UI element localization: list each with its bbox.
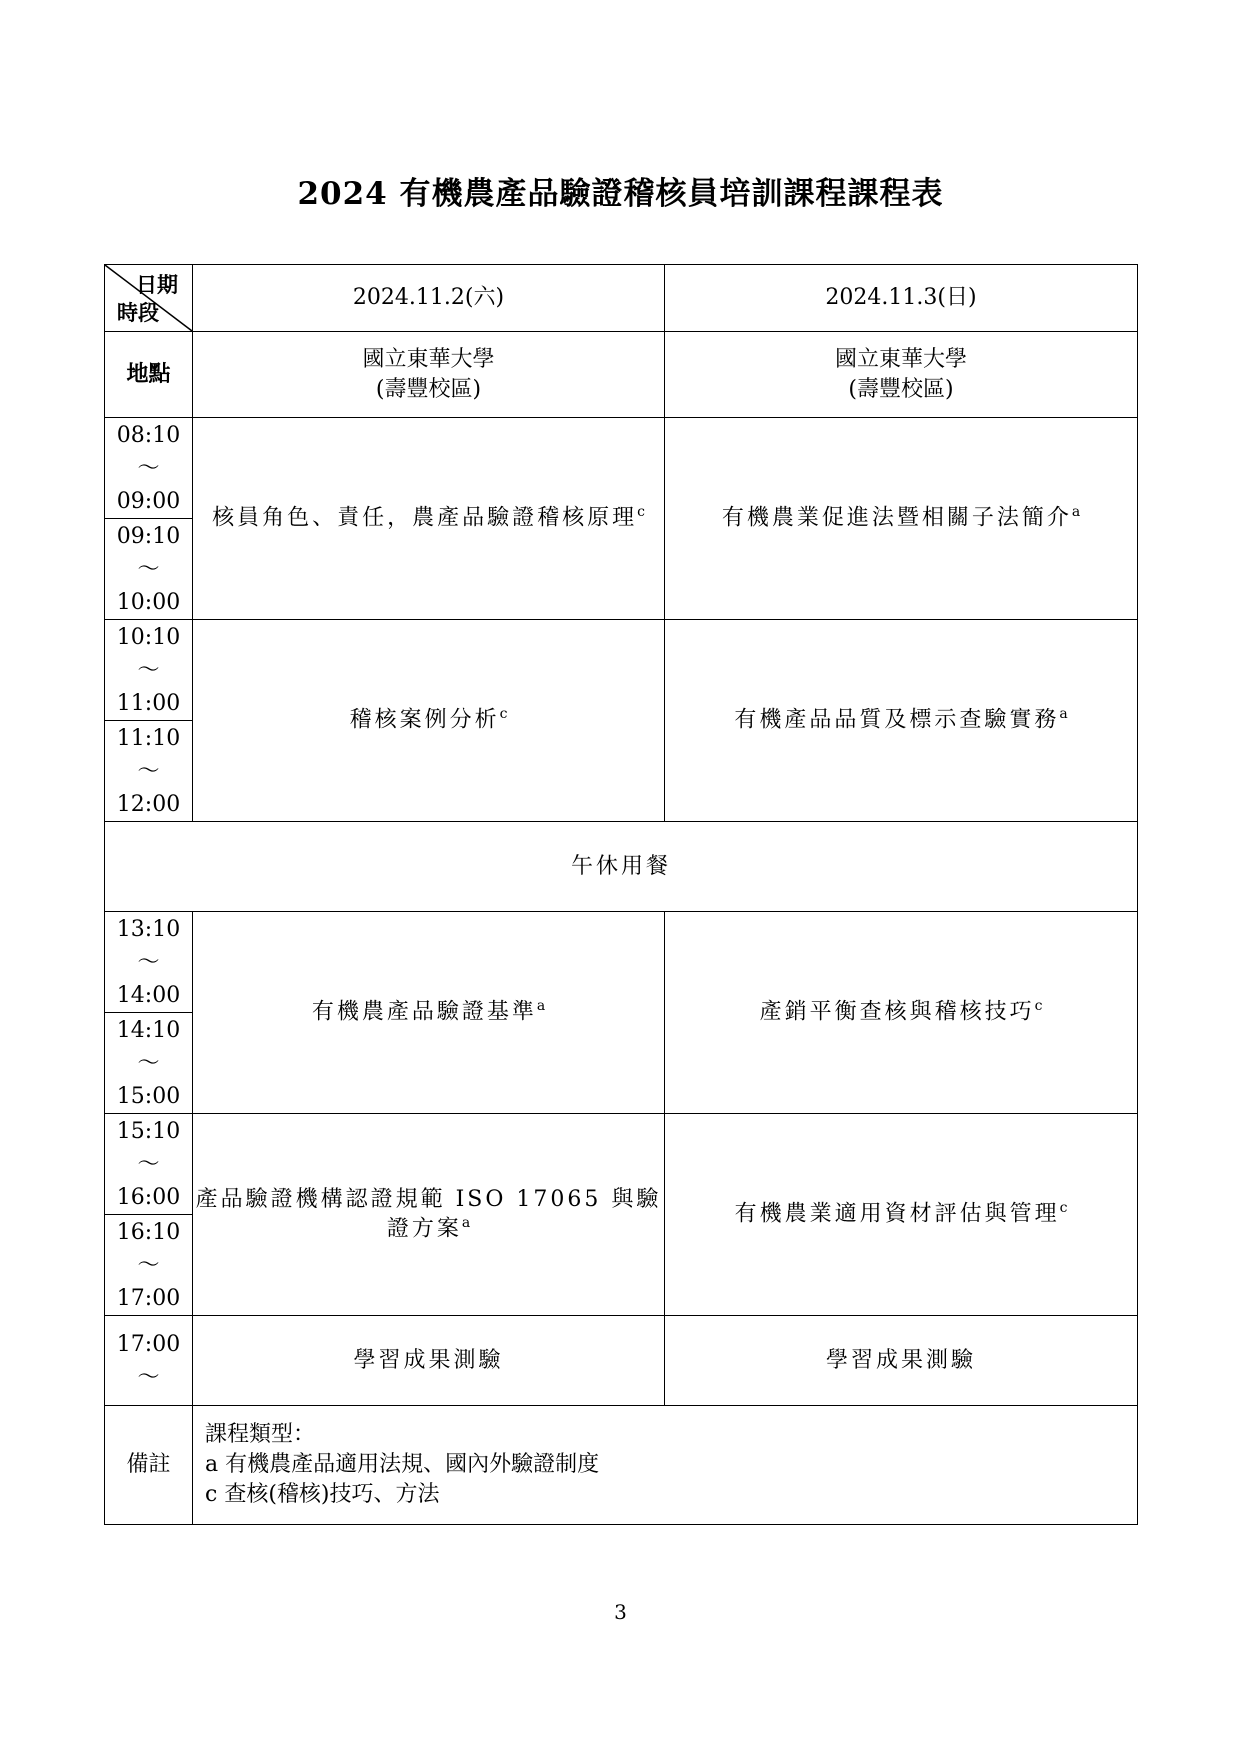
timeslot-row (105, 1114, 1138, 1215)
session-cell (665, 620, 1138, 822)
session-title: 學習成果測驗 (825, 1347, 976, 1373)
day2-location-name: 國立東華大學 (834, 346, 967, 372)
day1-location-name: 國立東華大學 (362, 346, 495, 372)
session-cell (193, 620, 665, 822)
time-tilde: ～ (137, 657, 160, 683)
time-end: 10:00 (116, 589, 181, 615)
notes-label: 備註 (105, 1406, 193, 1525)
time-tilde: ～ (137, 1151, 160, 1177)
day1-date: 2024.11.2(六) (193, 265, 665, 332)
timeslot-0910-1000 (105, 519, 193, 620)
time-tilde: ～ (137, 1050, 160, 1076)
time-end: 12:00 (116, 791, 181, 817)
time-start: 10:10 (116, 624, 181, 650)
course-type-mark: a (461, 1215, 471, 1232)
notes-type-c: c 查核(稽核)技巧、方法 (205, 1481, 440, 1507)
session-title: 學習成果測驗 (353, 1347, 504, 1373)
session-title: 有機農業適用資材評估與管理 (734, 1201, 1060, 1227)
session-cell (193, 1316, 665, 1406)
time-end: 16:00 (116, 1184, 181, 1210)
day1-location (193, 332, 665, 418)
session-cell (665, 912, 1138, 1114)
session-title: 有機農業促進法暨相關子法簡介 (721, 505, 1072, 531)
timeslot-1010-1100 (105, 620, 193, 721)
location-label: 地點 (105, 332, 193, 418)
time-label: 時段 (117, 299, 159, 325)
course-type-mark: a (536, 998, 546, 1015)
session-cell (193, 912, 665, 1114)
time-start: 09:10 (116, 523, 181, 549)
day2-date: 2024.11.3(日) (665, 265, 1138, 332)
time-tilde: ～ (137, 455, 160, 481)
timeslot-1610-1700 (105, 1215, 193, 1316)
time-tilde: ～ (137, 1364, 160, 1390)
time-tilde: ～ (137, 556, 160, 582)
time-start: 08:10 (116, 422, 181, 448)
course-type-mark: c (637, 504, 645, 521)
notes-type-a: a 有機農產品適用法規、國內外驗證制度 (205, 1452, 600, 1478)
header-row (105, 265, 1138, 332)
timeslot-row (105, 1316, 1138, 1406)
time-end: 14:00 (116, 982, 181, 1008)
course-type-mark: a (1059, 706, 1068, 723)
notes-cell (193, 1406, 1138, 1525)
time-start: 13:10 (116, 916, 181, 942)
course-type-mark: c (499, 706, 508, 723)
time-end: 17:00 (116, 1285, 181, 1311)
time-start: 14:10 (116, 1017, 181, 1043)
course-type-mark: c (1034, 998, 1043, 1015)
session-title: 產品驗證機構認證規範 ISO 17065 與驗證方案 (195, 1186, 662, 1242)
timeslot-1310-1400 (105, 912, 193, 1013)
time-tilde: ～ (137, 1252, 160, 1278)
session-cell (193, 418, 665, 620)
time-tilde: ～ (137, 949, 160, 975)
notes-heading: 課程類型： (205, 1422, 316, 1448)
diagonal-header-cell (105, 265, 193, 332)
session-title: 核員角色、責任，農產品驗證稽核原理 (212, 505, 638, 531)
notes-row (105, 1406, 1138, 1525)
session-cell (665, 1316, 1138, 1406)
session-title: 稽核案例分析 (349, 707, 500, 733)
timeslot-0810-0900 (105, 418, 193, 519)
time-end: 09:00 (116, 488, 181, 514)
time-start: 15:10 (116, 1118, 181, 1144)
time-start: 11:10 (116, 725, 181, 751)
lunch-cell: 午休用餐 (105, 822, 1138, 912)
day2-location-campus: (壽豐校區) (848, 376, 954, 402)
timeslot-row (105, 418, 1138, 519)
session-cell (665, 418, 1138, 620)
course-type-mark: c (1059, 1200, 1068, 1217)
time-end: 11:00 (116, 690, 181, 716)
location-row (105, 332, 1138, 418)
time-start: 16:10 (116, 1219, 181, 1245)
day2-location (665, 332, 1138, 418)
time-end: 15:00 (116, 1083, 181, 1109)
timeslot-1410-1500 (105, 1013, 193, 1114)
course-type-mark: a (1071, 504, 1081, 521)
timeslot-1700 (105, 1316, 193, 1406)
timeslot-row (105, 912, 1138, 1013)
session-cell (665, 1114, 1138, 1316)
session-cell (193, 1114, 665, 1316)
timeslot-1510-1600 (105, 1114, 193, 1215)
schedule-table (104, 264, 1138, 1525)
time-start: 17:00 (116, 1331, 181, 1357)
session-title: 有機農產品驗證基準 (311, 999, 537, 1025)
lunch-row (105, 822, 1138, 912)
session-title: 產銷平衡查核與稽核技巧 (759, 999, 1035, 1025)
document-title: 2024 有機農產品驗證稽核員培訓課程課程表 (297, 176, 944, 212)
page-number: 3 (614, 1600, 627, 1624)
session-title: 有機產品品質及標示查驗實務 (734, 707, 1060, 733)
time-tilde: ～ (137, 758, 160, 784)
date-label: 日期 (136, 272, 178, 297)
timeslot-1110-1200 (105, 721, 193, 822)
day1-location-campus: (壽豐校區) (375, 376, 482, 402)
timeslot-row (105, 620, 1138, 721)
